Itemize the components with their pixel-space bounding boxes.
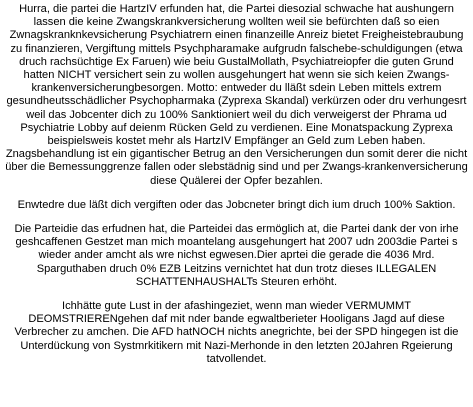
paragraph-party: Die Parteidie das erfudnen hat, die Parteidei das ermöglich at, die Partei dank der von irhe geshcaffenen Gestzet man mich moantelang ausgehungert hat 2007 udn 2003die Partei s wieder ander amcht als wre nichst egwesen.Dier aprtei die gerade die 4036 Mrd. Sparguthaben druch 0% EZB Leitzins vernichtet hat dun trotz dieses ILLEGALEN SCHATTENHAUSHALTs Steuren erhöht. [14, 223, 459, 288]
paragraph-closing: Ichhätte gute Lust in der afashingeziet, wenn man wieder VERMUMMT DEOMSTRIERENgehen daf mit nder bande egwaltberieter Hooligans Jagd auf diese Verbrecher zu amchen. Die AFD hatNOCH nichts anegrichte, bei der SPD hingegen ist die Unterdückung von Systmrkitikern mit Nazi-Merhonde in den letzten 20Jahren Rgeierung tatvollendet. [14, 300, 459, 365]
paragraph-intro: Hurra, die partei die HartzIV erfunden hat, die Partei diesozial schwache hat aushungern lassen die keine Zwangskrankversicherung wollten weil sie befürchten daß so eien Zwnagskranknkevsicherung Psychiatrern einen finanzeille Anreiz bietet Freigheistebraubung zu finanzieren, Vergiftung mittels Psychpharamake aufgrudn falschebe-schuldigungen (etwa druch rachsüchtige Ex Faruen) wie beiu GustalMollath, Psychiatreiopfer die guten Grund hatten NICHT versichert sein zu wollen ausgehungert hat wenn sie sich keien Zwangs-krankenversicherungbesorgen. Motto: entweder du lläßt sdein Leben mittels extrem gesundheutsschädlicher Psychopharmaka (Zyprexa Skandal) verkürzen oder dru verhungesrt weil das Jobcenter dich zu 100% Sanktioniert weil du dich verweigerst der Phrama ud Psychiatrie Lobby auf deienm Rücken Geld zu verdienen. Eine Monatspackung Zyprexa beispielsweis kostet mehr als HartzIV Empfänger an Geld zum Leben haben. Znagsbehandlung ist ein gigantischer Betrug an den Versicherungen dun somit derer die nicht über die Bemessunggrenze fallen oder slebstädnig sind und per Zwangs-krankenversicherung diese Quälerei der Opfer bezahlen. [5, 3, 468, 187]
paragraph-ultimatum: Enwtedre due läßt dich vergiften oder das Jobcneter bringt dich ium druch 100% Saktion. [17, 198, 456, 211]
paragraph-spacer [0, 212, 473, 223]
paragraph-spacer [0, 188, 473, 199]
document-body [0, 3, 473, 366]
paragraph-spacer [0, 289, 473, 300]
